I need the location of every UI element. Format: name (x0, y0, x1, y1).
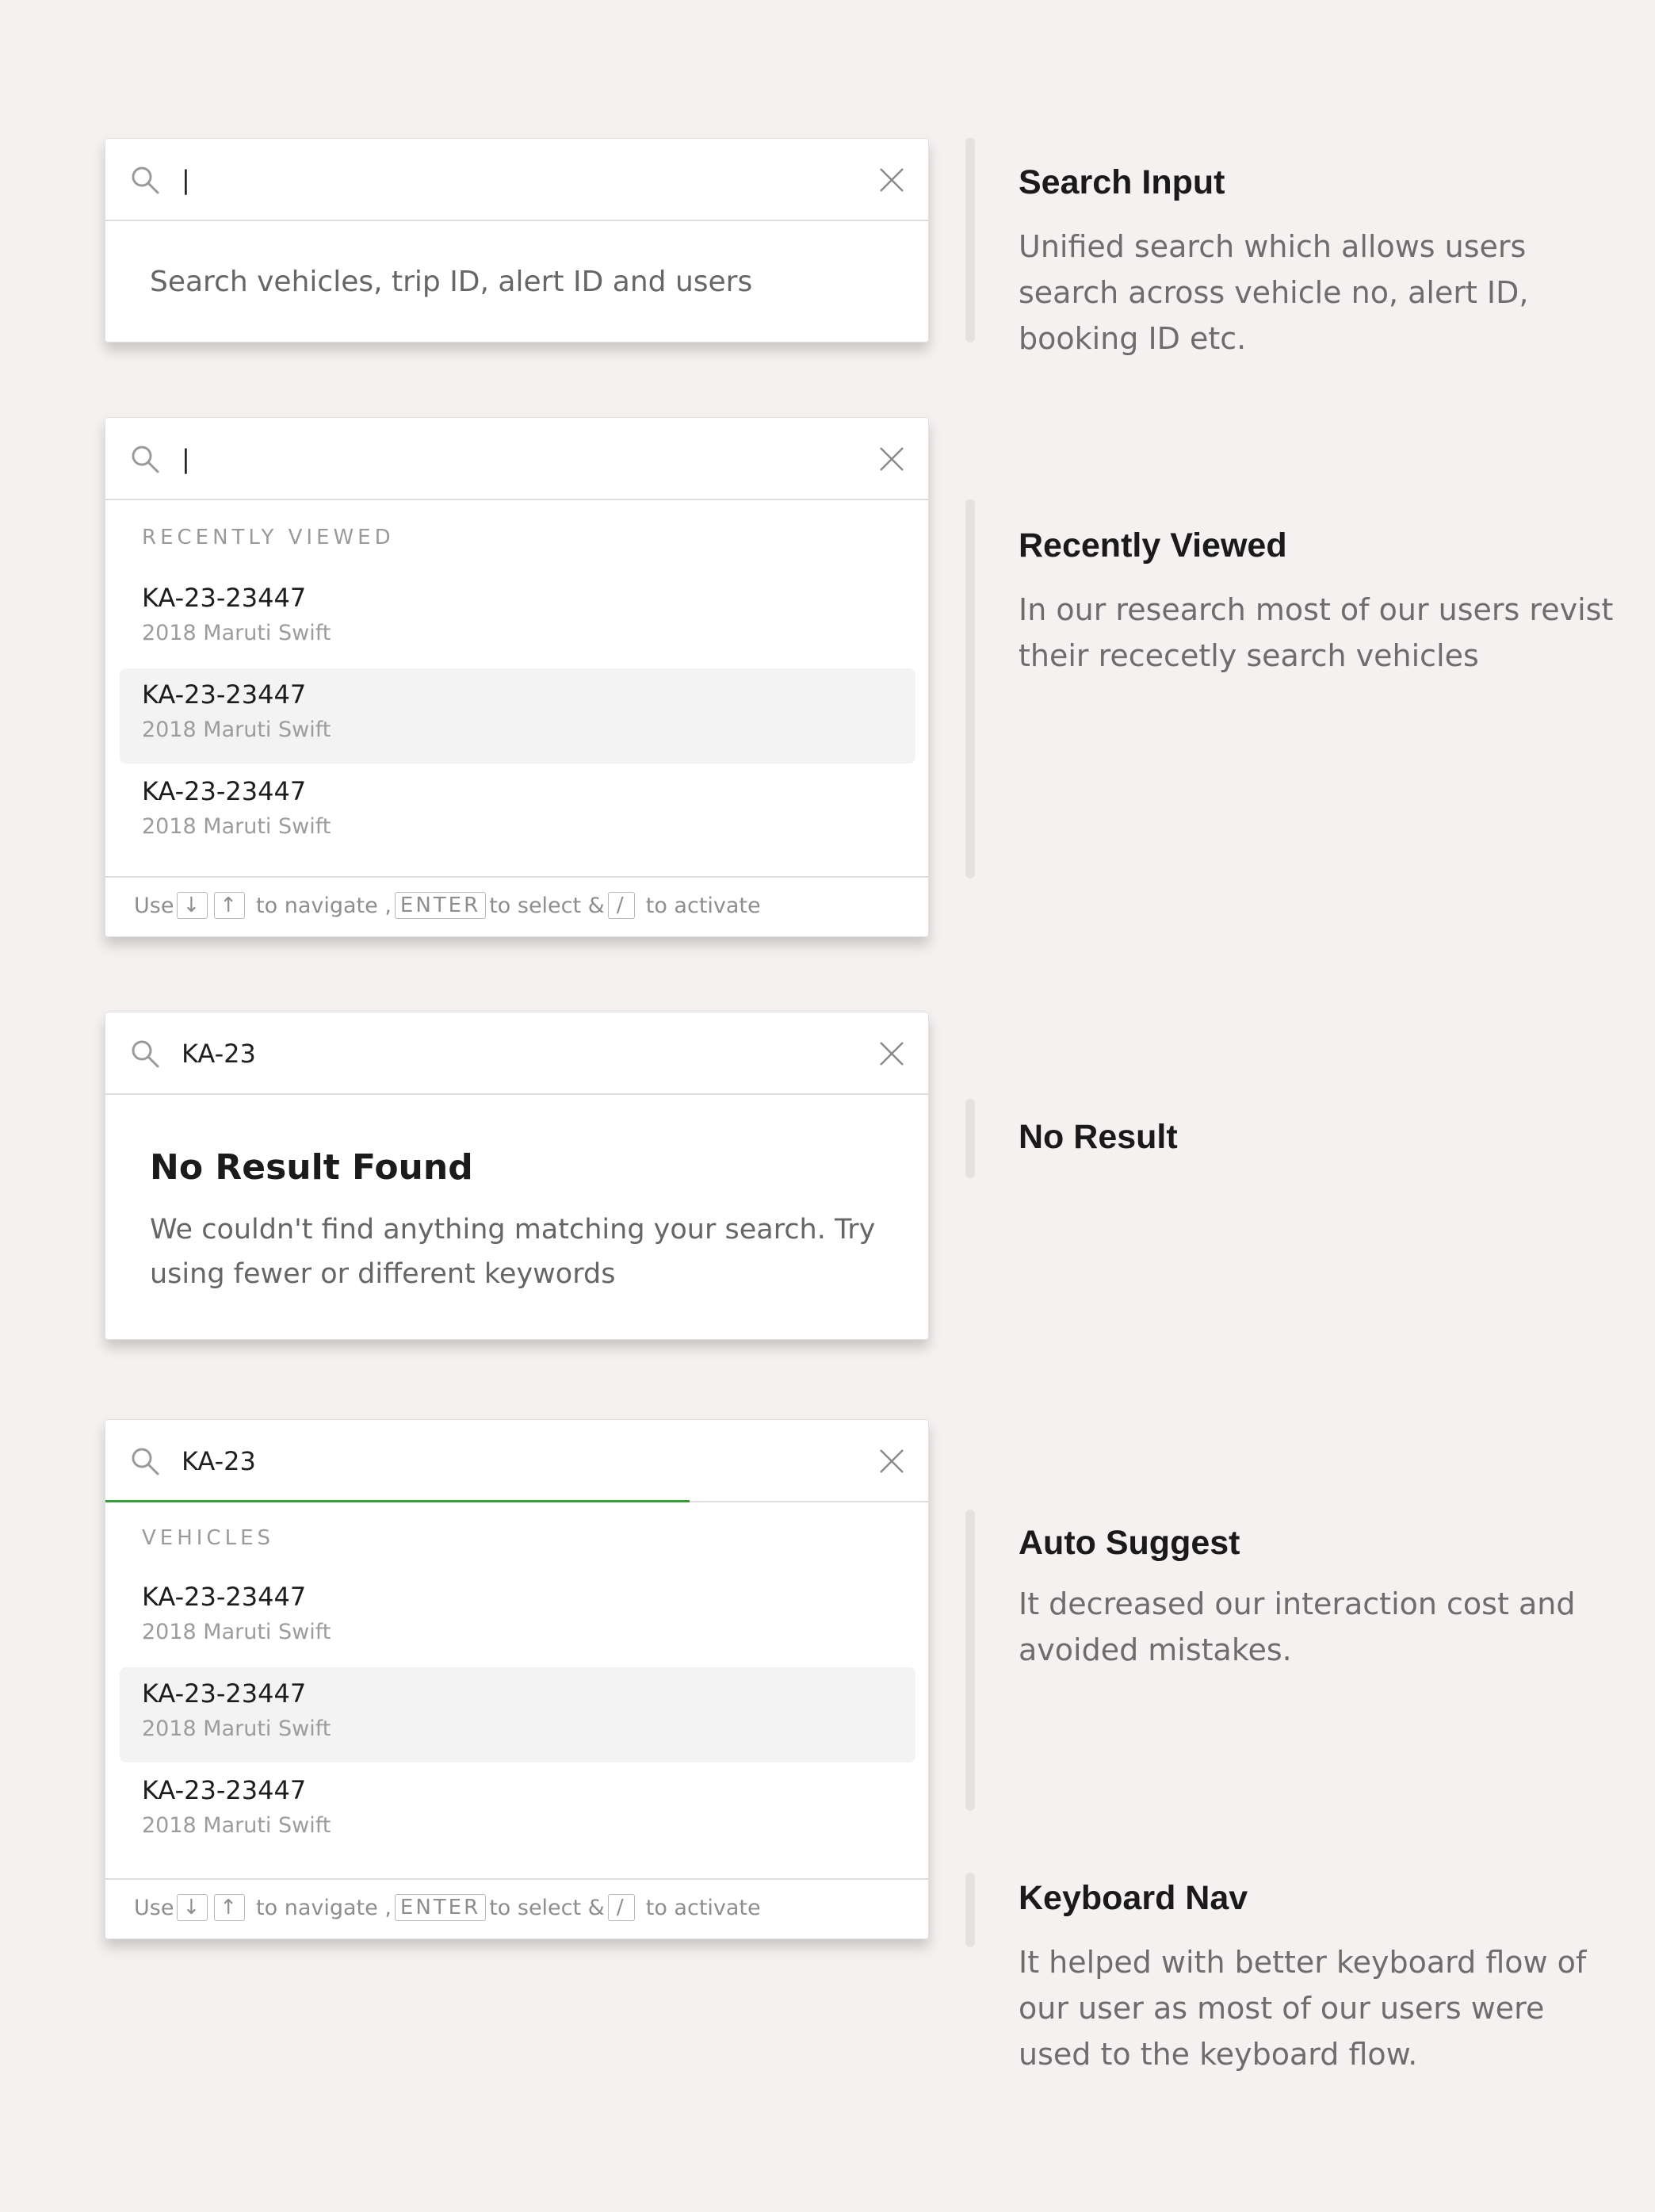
no-result-card (105, 1012, 929, 1340)
search-input[interactable]: | (182, 444, 190, 474)
vehicle-model: 2018 Maruti Swift (142, 718, 331, 742)
hint-text: to navigate , (256, 1895, 392, 1920)
enter-key: ENTER (395, 1894, 486, 1921)
annotation-title: Search Input (1019, 163, 1225, 201)
vehicle-number: KA-23-23447 (142, 1775, 307, 1805)
annotation-description: It decreased our interaction cost and avoided mistakes. (1019, 1586, 1576, 1667)
vehicle-model: 2018 Maruti Swift (142, 621, 331, 645)
vehicle-number: KA-23-23447 (142, 1582, 307, 1612)
search-input-card (105, 138, 929, 343)
search-icon (129, 1445, 161, 1477)
slash-key: / (608, 892, 635, 919)
vehicle-model: 2018 Maruti Swift (142, 1813, 331, 1838)
hint-text: to select & (489, 1895, 605, 1920)
close-icon[interactable] (879, 446, 904, 472)
list-item[interactable] (120, 1764, 915, 1859)
no-result-title: No Result Found (150, 1147, 473, 1188)
down-arrow-key: ↓ (177, 1894, 208, 1921)
annotation-title: No Result (1019, 1118, 1178, 1156)
annotation-divider (965, 1873, 975, 1947)
close-icon[interactable] (879, 167, 904, 193)
search-input[interactable]: KA-23 (182, 1039, 256, 1069)
vehicle-model: 2018 Maruti Swift (142, 1716, 331, 1741)
annotation-divider (965, 138, 975, 343)
close-icon[interactable] (879, 1041, 904, 1066)
search-placeholder: Search vehicles, trip ID, alert ID and users (150, 266, 753, 298)
keyboard-hint-footer (105, 1878, 928, 1938)
annotation-divider (965, 499, 975, 878)
vehicle-number: KA-23-23447 (142, 1678, 307, 1709)
annotation-divider (965, 1510, 975, 1811)
annotation-divider (965, 1099, 975, 1178)
list-item[interactable] (120, 572, 915, 667)
hint-text: to navigate , (256, 893, 392, 918)
vehicle-model: 2018 Maruti Swift (142, 814, 331, 839)
slash-key: / (608, 1894, 635, 1921)
search-bar[interactable] (105, 1012, 928, 1095)
enter-key: ENTER (395, 892, 486, 919)
up-arrow-key: ↑ (214, 892, 245, 919)
search-bar[interactable] (105, 418, 928, 500)
hint-text: to activate (645, 1895, 761, 1920)
list-item[interactable] (120, 1571, 915, 1666)
auto-suggest-card (105, 1419, 929, 1939)
list-item[interactable] (120, 765, 915, 860)
annotation-description: It helped with better keyboard flow of our user as most of our users were used to the keyboard flow. (1019, 1945, 1587, 2072)
list-item[interactable] (120, 668, 915, 763)
vehicle-model: 2018 Maruti Swift (142, 1620, 331, 1644)
search-bar[interactable] (105, 1420, 928, 1502)
keyboard-hint-footer (105, 876, 928, 936)
recently-viewed-card (105, 417, 929, 937)
vehicle-number: KA-23-23447 (142, 679, 307, 710)
search-icon (129, 443, 161, 475)
list-item[interactable] (120, 1667, 915, 1762)
search-icon (129, 1038, 161, 1070)
annotation-description: Unified search which allows users search across vehicle no, alert ID, booking ID etc. (1019, 229, 1529, 356)
hint-text: to select & (489, 893, 605, 918)
vehicle-number: KA-23-23447 (142, 583, 307, 613)
search-input[interactable]: | (182, 165, 190, 195)
search-input[interactable]: KA-23 (182, 1446, 256, 1476)
annotation-title: Recently Viewed (1019, 526, 1287, 564)
hint-text: to activate (645, 893, 761, 918)
section-label: RECENTLY VIEWED (142, 526, 395, 549)
loading-progress-bar (105, 1500, 690, 1502)
annotation-title: Auto Suggest (1019, 1524, 1240, 1562)
up-arrow-key: ↑ (214, 1894, 245, 1921)
close-icon[interactable] (879, 1449, 904, 1474)
search-icon (129, 164, 161, 196)
hint-text: Use (134, 1895, 174, 1920)
annotation-description: In our research most of our users revist their rececetly search vehicles (1019, 592, 1614, 673)
annotation-title: Keyboard Nav (1019, 1879, 1248, 1917)
search-bar[interactable] (105, 139, 928, 221)
hint-text: Use (134, 893, 174, 918)
vehicle-number: KA-23-23447 (142, 776, 307, 806)
down-arrow-key: ↓ (177, 892, 208, 919)
no-result-description: We couldn't find anything matching your search. Try using fewer or different keywords (150, 1214, 876, 1290)
section-label: VEHICLES (142, 1526, 275, 1550)
